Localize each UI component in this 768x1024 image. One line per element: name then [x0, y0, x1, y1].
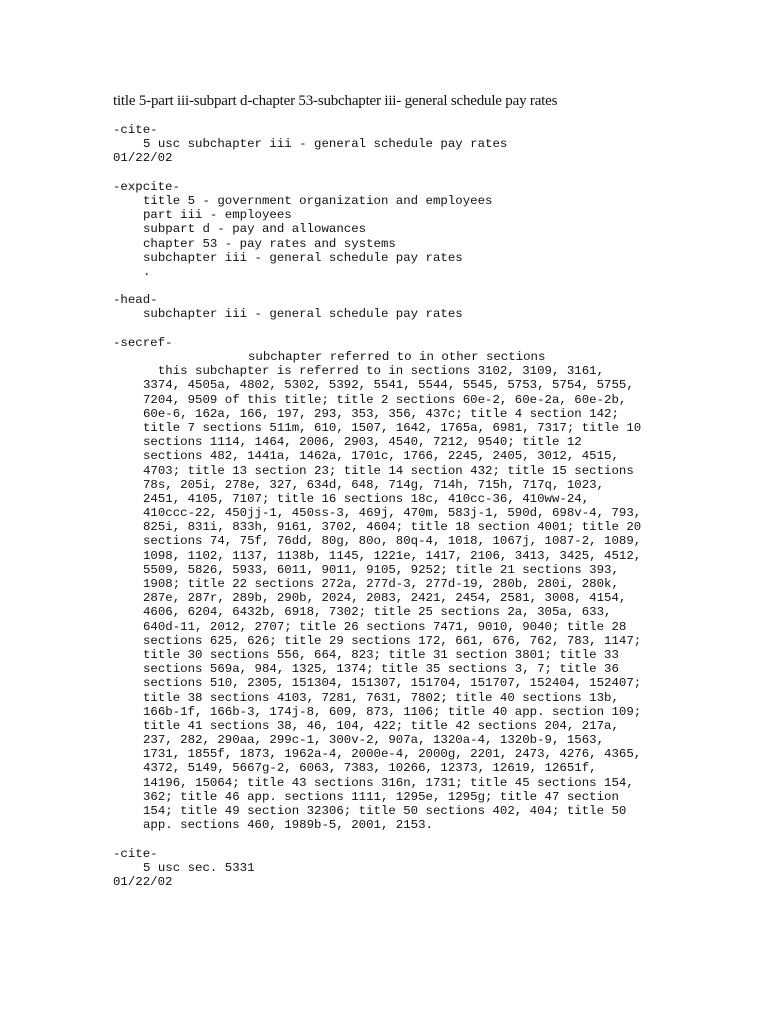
secref-line: 1098, 1102, 1137, 1138b, 1145, 1221e, 1417, 2106, 3413, 3425, 4512,: [143, 548, 642, 563]
cite-date: 01/22/02: [113, 874, 173, 889]
secref-line: 4372, 5149, 5667g-2, 6063, 7383, 10266, 12373, 12619, 12651f,: [143, 761, 597, 776]
secref-line: sections 510, 2305, 151304, 151307, 151704, 151707, 152404, 152407;: [143, 676, 642, 691]
head-tag: -head-: [113, 293, 158, 308]
expcite-list: [113, 194, 753, 279]
secref-line: 78s, 205i, 278e, 327, 634d, 648, 714g, 714h, 715h, 717q, 1023,: [143, 477, 605, 492]
secref-line: sections 569a, 984, 1325, 1374; title 35 sections 3, 7; title 36: [143, 662, 619, 677]
secref-line: 640d-11, 2012, 2707; title 26 sections 7471, 9010, 9040; title 28: [143, 619, 627, 634]
secref-line: 410ccc-22, 450jj-1, 450ss-3, 469j, 470m, 583j-1, 590d, 698v-4, 793,: [143, 506, 642, 521]
cite-tag: -cite-: [113, 123, 158, 137]
secref-line: 362; title 46 app. sections 1111, 1295e, 1295g; title 47 section: [143, 789, 619, 804]
secref-line: sections 482, 1441a, 1462a, 1701c, 1766, 2245, 2405, 3012, 4515,: [143, 449, 619, 464]
secref-line: 154; title 49 section 32306; title 50 sections 402, 404; title 50: [143, 804, 627, 818]
cite-text: 5 usc sec. 5331: [143, 860, 255, 875]
secref-line: title 7 sections 511m, 610, 1507, 1642, 1765a, 6981, 7317; title 10: [143, 420, 642, 435]
secref-line: title 38 sections 4103, 7281, 7631, 7802; title 40 sections 13b,: [143, 690, 619, 705]
spacer: [113, 832, 753, 846]
document-body: [113, 123, 753, 889]
secref-line: sections 1114, 1464, 2006, 2903, 4540, 7212, 9540; title 12: [143, 435, 582, 450]
secref-line: sections 625, 626; title 29 sections 172, 661, 676, 762, 783, 1147;: [143, 633, 642, 648]
secref-heading: subchapter referred to in other sections: [248, 350, 546, 364]
secref-line: 237, 282, 290aa, 299c-1, 300v-2, 907a, 1320a-4, 1320b-9, 1563,: [143, 733, 605, 748]
cite-tag: -cite-: [113, 846, 158, 861]
expcite-line: .: [143, 264, 151, 279]
secref-line: 3374, 4505a, 4802, 5302, 5392, 5541, 5544, 5545, 5753, 5754, 5755,: [143, 378, 634, 393]
secref-line: this subchapter is referred to in sections 3102, 3109, 3161,: [143, 364, 605, 379]
cite-text: 5 usc subchapter iii - general schedule pay rates: [143, 137, 508, 152]
spacer: [113, 322, 753, 336]
expcite-line: part iii - employees: [143, 208, 292, 223]
secref-line: app. sections 460, 1989b-5, 2001, 2153.: [143, 818, 433, 833]
secref-line: sections 74, 75f, 76dd, 80g, 80o, 80q-4, 1018, 1067j, 1087-2, 1089,: [143, 534, 642, 549]
secref-line: 60e-6, 162a, 166, 197, 293, 353, 356, 437c; title 4 section 142;: [143, 406, 619, 421]
secref-line: title 41 sections 38, 46, 104, 422; title 42 sections 204, 217a,: [143, 718, 619, 733]
secref-tag: -secref-: [113, 335, 173, 350]
expcite-line: subpart d - pay and allowances: [143, 222, 367, 237]
secref-line: 5509, 5826, 5933, 6011, 9011, 9105, 9252; title 21 sections 393,: [143, 562, 619, 577]
secref-line: 4606, 6204, 6432b, 6918, 7302; title 25 sections 2a, 305a, 633,: [143, 605, 612, 620]
secref-line: 1731, 1855f, 1873, 1962a-4, 2000e-4, 2000g, 2201, 2473, 4276, 4365,: [143, 747, 642, 762]
secref-line: 7204, 9509 of this title; title 2 sections 60e-2, 60e-2a, 60e-2b,: [143, 392, 627, 407]
spacer: [113, 166, 753, 180]
secref-line: 4703; title 13 section 23; title 14 section 432; title 15 sections: [143, 463, 634, 478]
expcite-line: subchapter iii - general schedule pay rates: [143, 250, 463, 265]
spacer: [113, 279, 753, 293]
secref-line: title 30 sections 556, 664, 823; title 31 section 3801; title 33: [143, 647, 619, 662]
expcite-line: chapter 53 - pay rates and systems: [143, 236, 396, 251]
secref-line: 287e, 287r, 289b, 290b, 2024, 2083, 2421, 2454, 2581, 3008, 4154,: [143, 591, 627, 606]
head-text: subchapter iii - general schedule pay rates: [143, 307, 463, 322]
secref-line: 14196, 15064; title 43 sections 316n, 1731; title 45 sections 154,: [143, 775, 634, 790]
secref-line: 166b-1f, 166b-3, 174j-8, 609, 873, 1106; title 40 app. section 109;: [143, 704, 642, 719]
expcite-tag: -expcite-: [113, 179, 180, 194]
document-title: title 5-part iii-subpart d-chapter 53-subchapter iii- general schedule pay rates: [113, 93, 558, 109]
secref-paragraph: [113, 364, 753, 832]
secref-line: 1908; title 22 sections 272a, 277d-3, 277d-19, 280b, 280i, 280k,: [143, 577, 619, 591]
secref-line: 2451, 4105, 7107; title 16 sections 18c, 410cc-36, 410ww-24,: [143, 491, 590, 506]
cite-date: 01/22/02: [113, 151, 173, 166]
secref-line: 825i, 831i, 833h, 9161, 3702, 4604; title 18 section 4001; title 20: [143, 520, 642, 535]
expcite-line: title 5 - government organization and employees: [143, 193, 493, 208]
